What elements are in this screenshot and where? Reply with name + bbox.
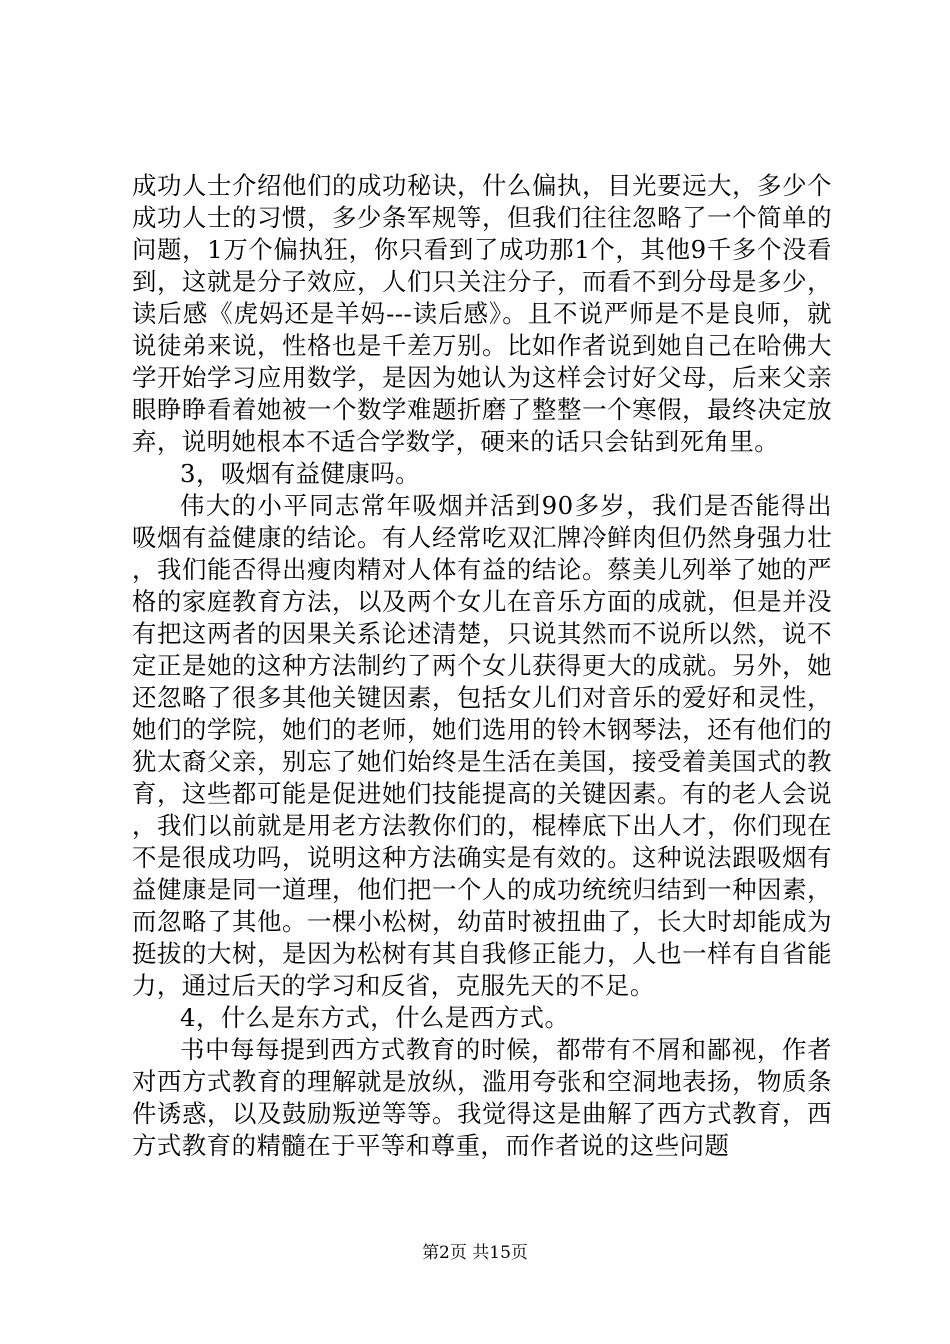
paragraph-success-secrets: 成功人士介绍他们的成功秘诀，什么偏执，目光要远大，多少个成功人士的习惯，多少条军规等，但我们往往忽略了一个简单的问题，1万个偏执狂，你只看到了成功那1个，其他9千多个没看到，这就是分子效应，人们只关注分子，而看不到分母是多少，读后感《虎妈还是羊妈---读后感》。且不说严师是不是良师，就说徒弟来说，性格也是千差万别。比如作者说到她自己在哈佛大学开始学习应用数学，是因为她认为这样会讨好父母，后来父亲眼睁睁看着她被一个数学难题折磨了整整一个寒假，最终决定放弃，说明她根本不适合学数学，硬来的话只会钻到死角里。: [132, 171, 832, 456]
section-heading-smoking: 3，吸烟有益健康吗。: [180, 459, 421, 488]
section-heading-east-west: 4，什么是东方式，什么是西方式。: [180, 1003, 570, 1032]
paragraph-smoking: 伟大的小平同志常年吸烟并活到90多岁，我们是否能得出吸烟有益健康的结论。有人经常吃双汇牌冷鲜肉但仍然身强力壮，我们能否得出瘦肉精对人体有益的结论。蔡美儿列举了她的严格的家庭教育方法，以及两个女儿在音乐方面的成就，但是并没有把这两者的因果关系论述清楚，只说其然而不说所以然，说不定正是她的这种方法制约了两个女儿获得更大的成就。另外，她还忽略了很多其他关键因素，包括女儿们对音乐的爱好和灵性，她们的学院，她们的老师，她们选用的铃木钢琴法，还有他们的犹太裔父亲，别忘了她们始终是生活在美国，接受着美国式的教育，这些都可能是促进她们技能提高的关键因素。有的老人会说，我们以前就是用老方法教你们的，棍棒底下出人才，你们现在不是很成功吗，说明这种方法确实是有效的。这种说法跟吸烟有益健康是同一道理，他们把一个人的成功统统归结到一种因素，而忽略了其他。一棵小松树，幼苗时被扭曲了，长大时却能成为挺拔的大树，是因为松树有其自我修正能力，人也一样有自省能力，通过后天的学习和反省，克服先天的不足。: [132, 491, 832, 1000]
paragraph-east-west: 书中每每提到西方式教育的时候，都带有不屑和鄙视，作者对西方式教育的理解就是放纵，滥用夸张和空洞地表扬，物质条件诱惑，以及鼓励叛逆等等。我觉得这是曲解了西方式教育，西方式教育的精髓在于平等和尊重，而作者说的这些问题: [132, 1035, 832, 1160]
document-body: [132, 170, 832, 1162]
page-number-footer: 第2页 共15页: [422, 1243, 528, 1263]
